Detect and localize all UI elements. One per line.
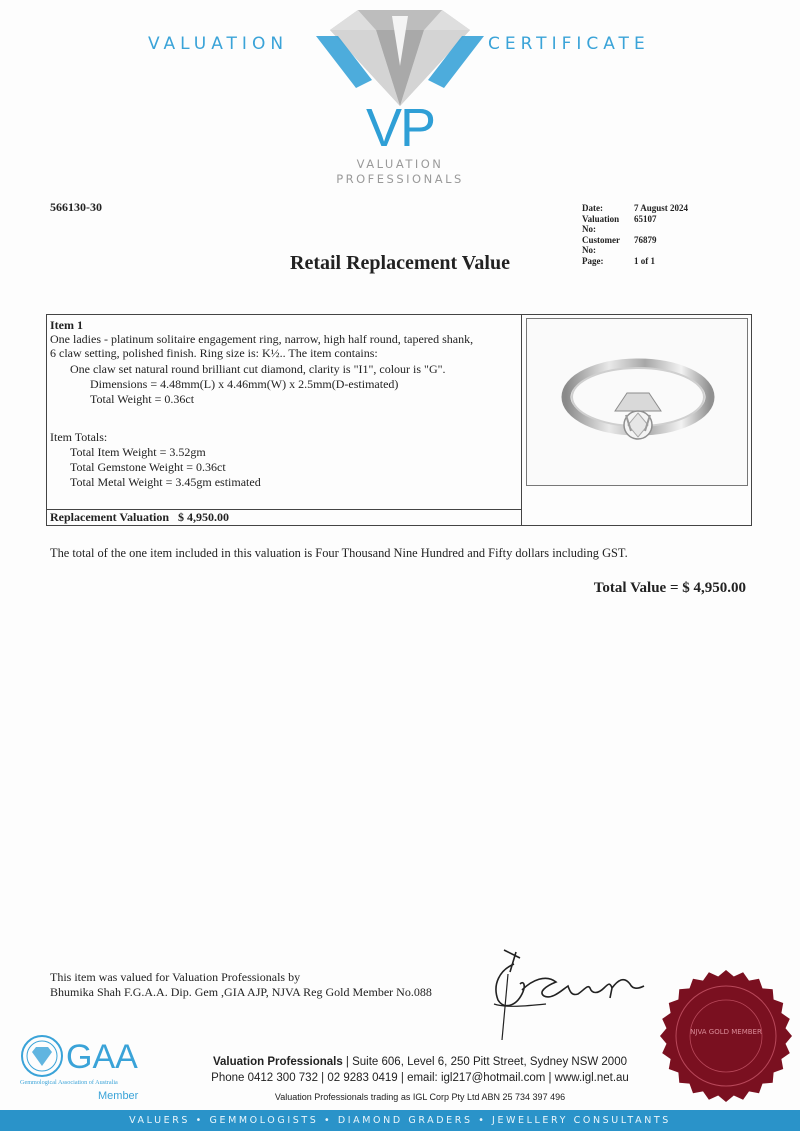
item-desc-line-2: 6 claw setting, polished finish. Ring size is: K½.. The item contains:	[50, 346, 378, 360]
footer-contact: Phone 0412 300 732 | 02 9283 0419 | email: igl217@hotmail.com | www.igl.net.au	[211, 1072, 629, 1084]
gaa-emblem-icon	[16, 1028, 166, 1098]
reference-number: 566130-30	[50, 200, 102, 214]
gaa-logo	[16, 1028, 166, 1098]
total-item-weight: Total Item Weight = 3.52gm	[70, 445, 206, 459]
stone-line-1: One claw set natural round brilliant cut diamond, clarity is "I1", colour is "G".	[70, 362, 446, 376]
ring-photo	[526, 318, 748, 486]
meta-customer-no: Customer No: 76879	[582, 234, 657, 255]
total-metal-weight: Total Metal Weight = 3.45gm estimated	[70, 475, 261, 489]
seal-text: NJVA GOLD MEMBER	[690, 1028, 762, 1036]
seal-icon	[656, 966, 796, 1106]
footer-address-rest: | Suite 606, Level 6, 250 Pitt Street, Sydney NSW 2000	[342, 1056, 627, 1068]
meta-date: Date: 7 August 2024	[582, 203, 689, 213]
meta-page: Page: 1 of 1	[582, 255, 655, 266]
logo-subtitle-valuation: VALUATION	[356, 157, 444, 171]
gaa-member: Member	[98, 1090, 139, 1102]
footer-address	[160, 1056, 680, 1068]
gold-member-seal	[656, 966, 796, 1106]
diamond-logo-icon	[316, 8, 484, 108]
footer-band: VALUERS • GEMMOLOGISTS • DIAMOND GRADERS • JEWELLERY CONSULTANTS	[0, 1110, 800, 1131]
header-certificate-word: CERTIFICATE	[488, 34, 650, 54]
meta-valuation-no: Valuation No: 65107	[582, 213, 657, 234]
summary-sentence: The total of the one item included in this valuation is Four Thousand Nine Hundred and Fifty dollars including GST.	[50, 546, 628, 560]
signature-icon	[486, 944, 656, 1044]
header-valuation-word: VALUATION	[148, 34, 289, 54]
total-gemstone-weight: Total Gemstone Weight = 0.36ct	[70, 460, 226, 474]
footer-abn: Valuation Professionals trading as IGL Corp Pty Ltd ABN 25 734 397 496	[274, 1092, 566, 1102]
item-totals-heading: Item Totals:	[50, 430, 108, 444]
valued-by-line-2: Bhumika Shah F.G.A.A. Dip. Gem ,GIA AJP, NJVA Reg Gold Member No.088	[50, 985, 432, 999]
gaa-letters: GAA	[66, 1038, 138, 1076]
item-desc-line-1: One ladies - platinum solitaire engagement ring, narrow, high half round, tapered shank,	[50, 332, 474, 346]
stone-line-3: Total Weight = 0.36ct	[90, 392, 195, 406]
document-title: Retail Replacement Value	[290, 252, 510, 274]
item-box-divider	[521, 314, 522, 526]
valued-by-line-1: This item was valued for Valuation Professionals by	[50, 970, 301, 984]
stone-line-2: Dimensions = 4.48mm(L) x 4.46mm(W) x 2.5mm(D-estimated)	[90, 377, 399, 391]
total-value: Total Value = $ 4,950.00	[593, 580, 746, 596]
replacement-valuation	[50, 510, 229, 525]
item-heading: Item 1	[50, 318, 83, 332]
logo-subtitle-professionals: PROFESSIONALS	[336, 172, 464, 186]
footer-company: Valuation Professionals	[213, 1056, 343, 1068]
replacement-label: Replacement Valuation	[50, 510, 170, 524]
replacement-value: $ 4,950.00	[178, 510, 230, 524]
ring-icon	[527, 319, 749, 487]
vp-logo-letters: VP	[365, 98, 435, 158]
valued-by	[50, 970, 432, 1000]
gaa-subtitle: Gemmological Association of Australia	[20, 1079, 118, 1086]
